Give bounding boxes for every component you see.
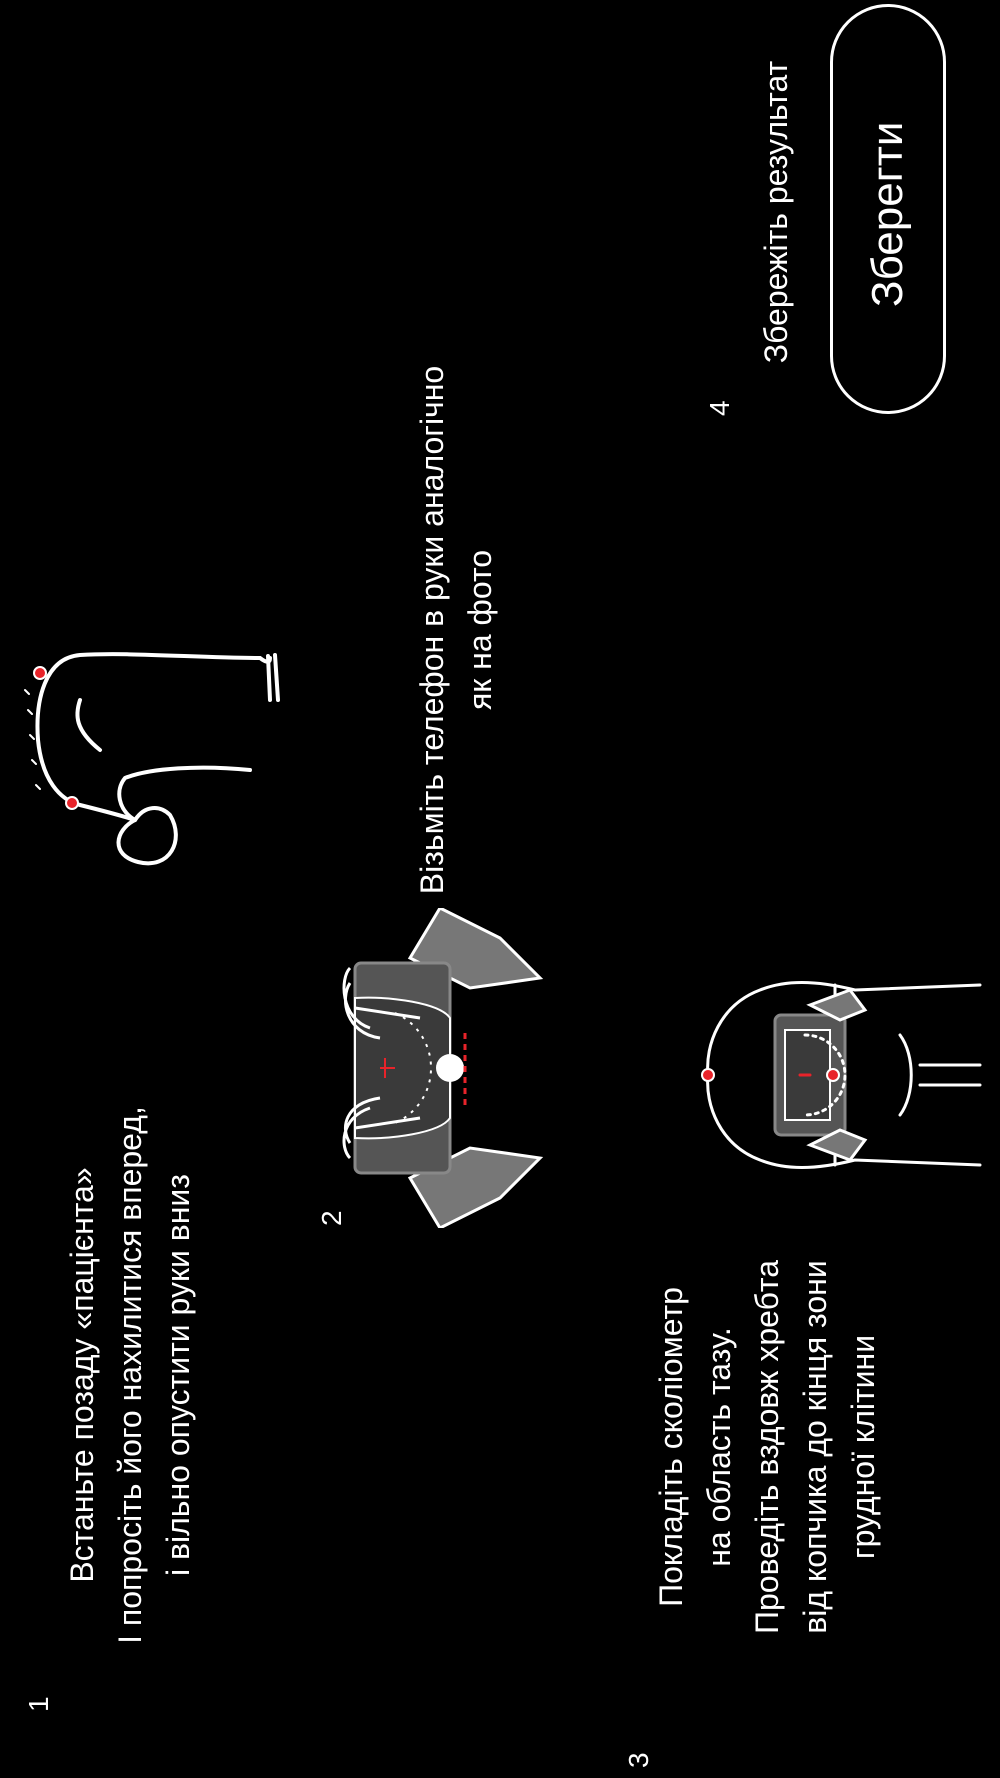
step-1-text bbox=[58, 1050, 202, 1700]
step-2-line-2: як на фото bbox=[462, 549, 498, 711]
step-4-text: Збережіть результат bbox=[758, 60, 794, 364]
step-3-line-1: Покладіть сколіометр bbox=[653, 1287, 689, 1607]
step-3-line-4: від копчика до кінця зони bbox=[797, 1260, 833, 1634]
step-2-text bbox=[408, 365, 504, 895]
step-3-number: 3 bbox=[623, 1752, 654, 1768]
step-4-number: 4 bbox=[704, 400, 735, 416]
bent-over-patient-icon bbox=[20, 640, 320, 880]
save-button-label: Зберегти bbox=[863, 121, 912, 307]
step-3-text bbox=[647, 1132, 887, 1762]
phone-on-back-icon bbox=[690, 975, 990, 1175]
step-2-line-1: Візьміть телефон в руки аналогічно bbox=[414, 365, 450, 895]
step-2-number: 2 bbox=[316, 1210, 347, 1226]
step-3-line-5: грудної клітини bbox=[845, 1334, 881, 1560]
save-button[interactable] bbox=[830, 4, 946, 414]
step-1-line-2: І попросіть його нахилитися вперед, bbox=[112, 1106, 148, 1644]
hands-holding-phone-icon bbox=[340, 908, 550, 1228]
step-3-line-3: Проведіть вздовж хребта bbox=[749, 1260, 785, 1634]
step-1-number: 1 bbox=[23, 1696, 54, 1712]
step-1-line-3: і вільно опустити руки вниз bbox=[160, 1174, 196, 1576]
step-1-line-1: Встаньте позаду «пацієнта» bbox=[64, 1167, 100, 1583]
step-3-line-2: на область тазу. bbox=[701, 1327, 737, 1567]
